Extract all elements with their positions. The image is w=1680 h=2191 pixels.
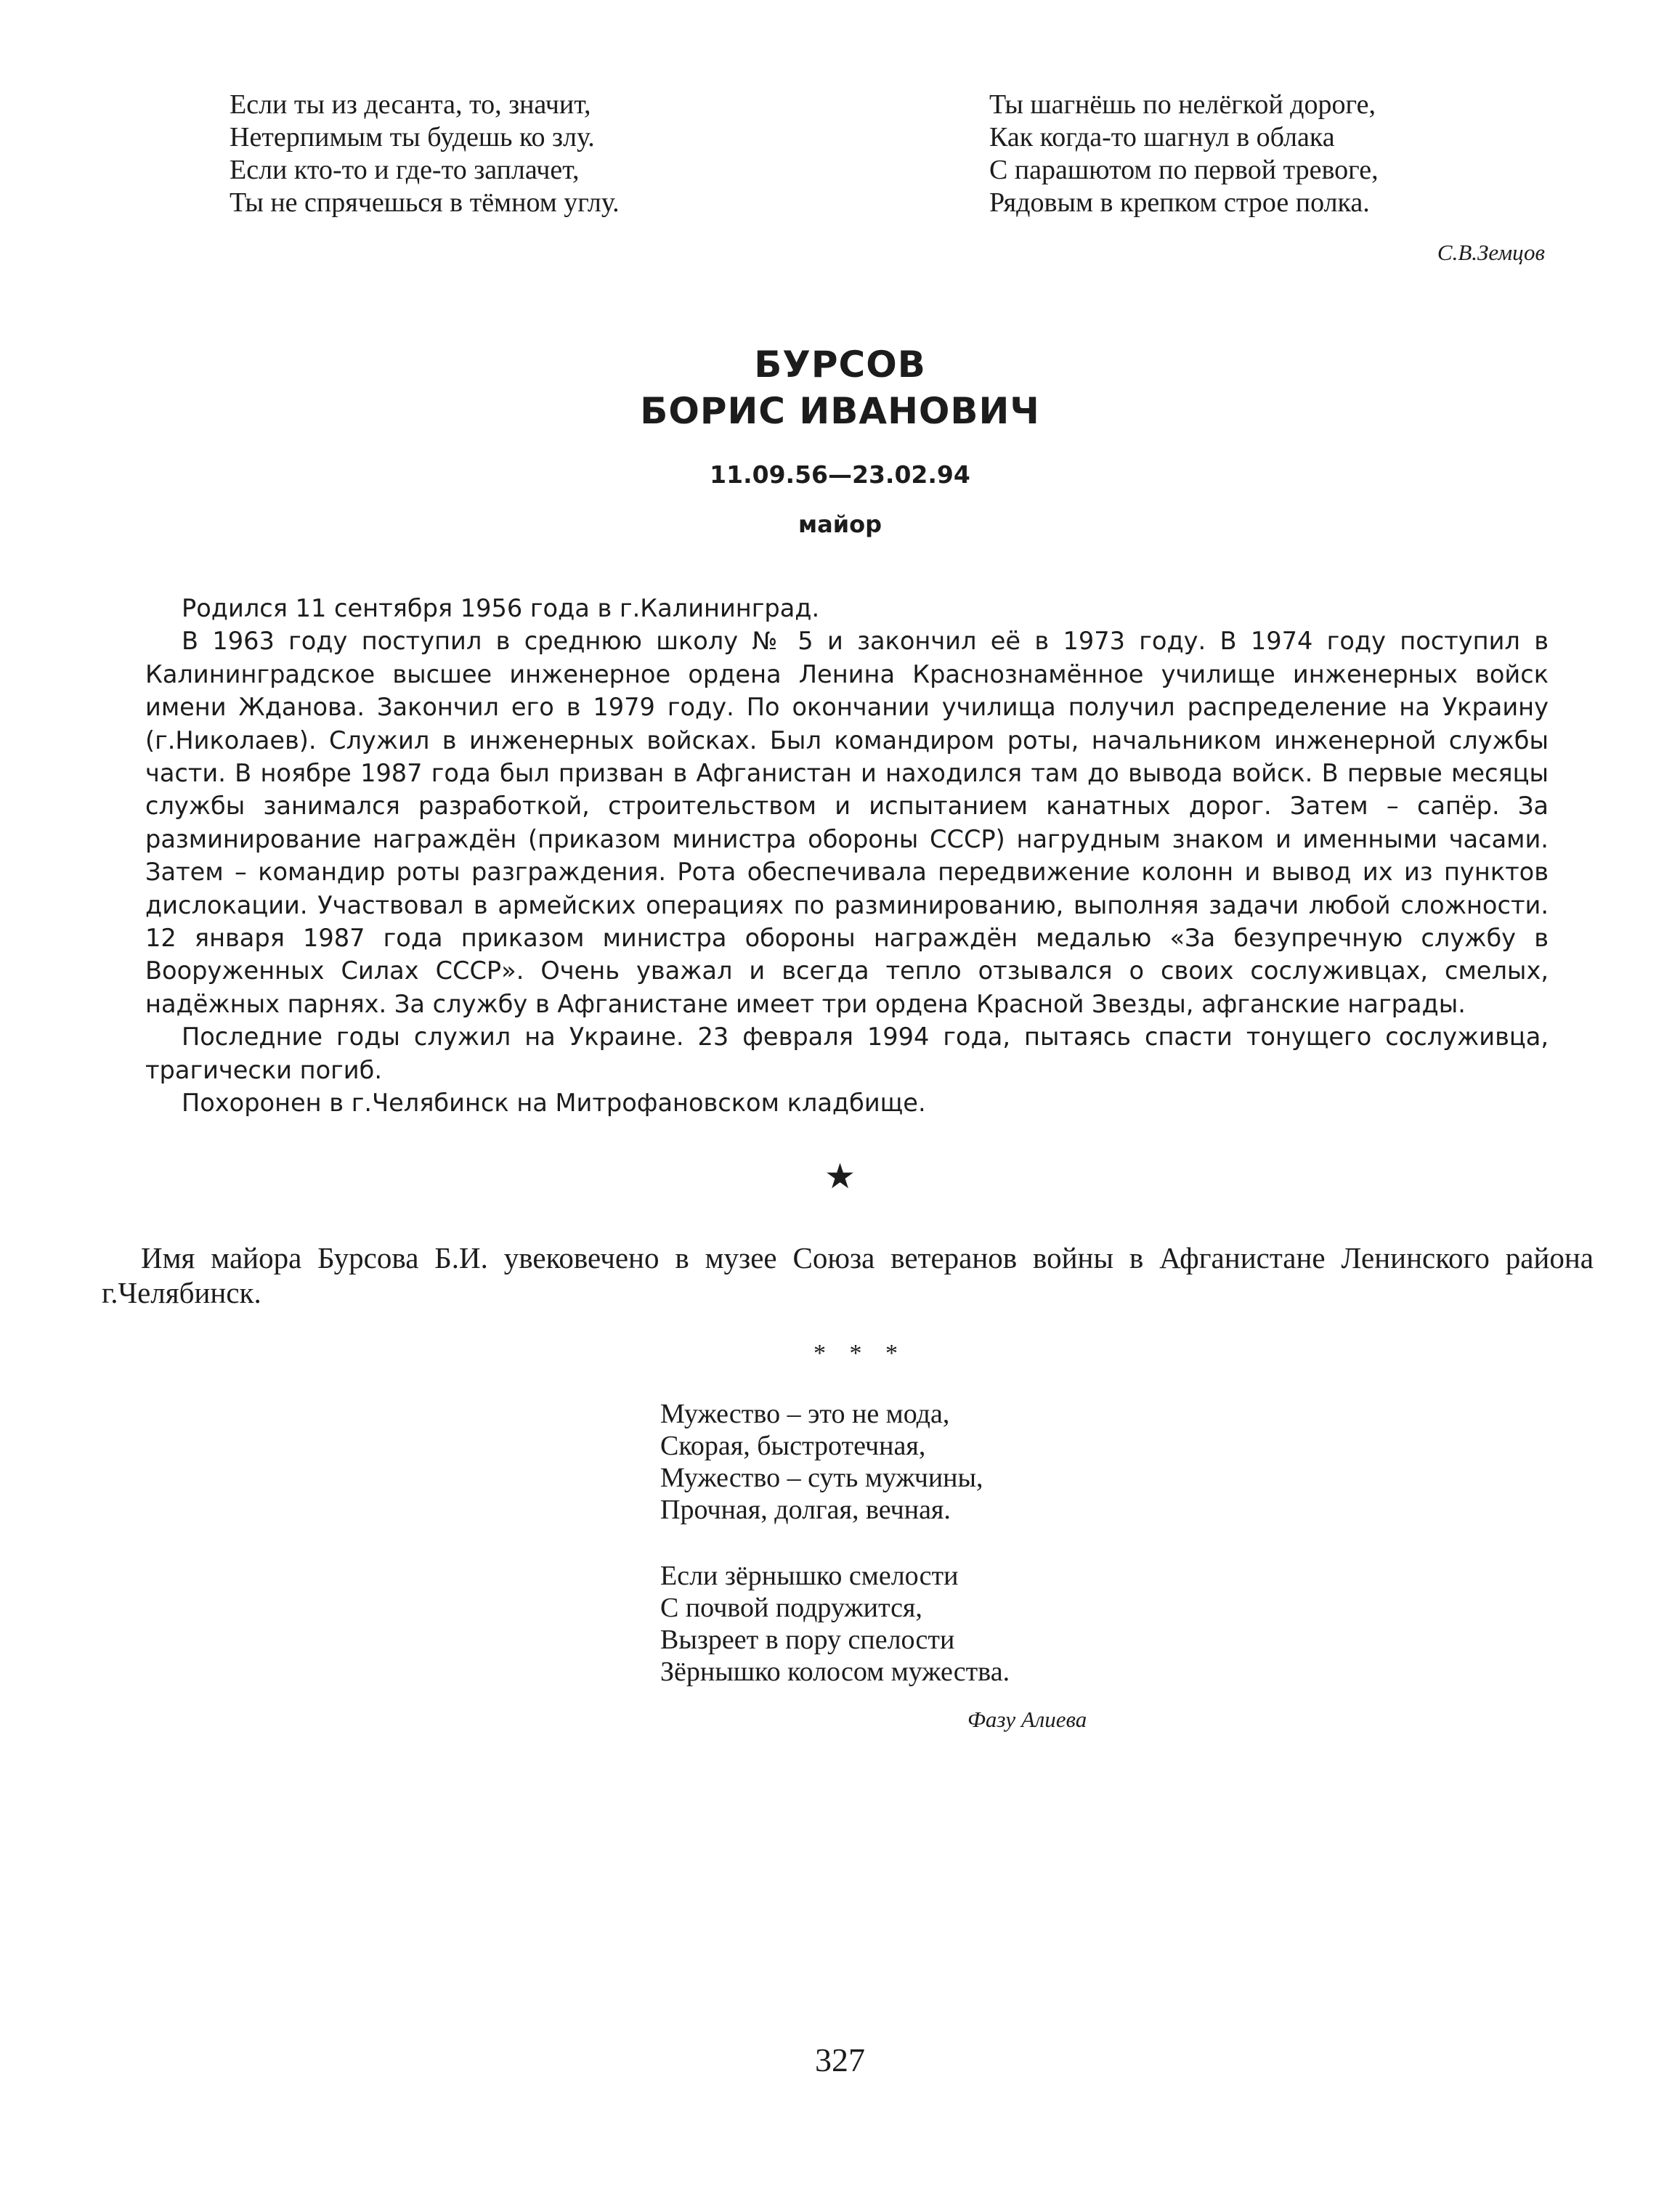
poem-line: Вызреет в пору спелости <box>660 1625 955 1655</box>
epigraph-poem-left <box>230 89 620 219</box>
poem-line: Прочная, долгая, вечная. <box>660 1495 951 1525</box>
poem-line: Если ты из десанта, то, значит, <box>230 89 591 120</box>
closing-poem-author: Фазу Алиева <box>967 1707 1087 1732</box>
poem-line: Мужество – это не мода, <box>660 1399 950 1429</box>
poem-line: Нетерпимым ты будешь ко злу. <box>230 122 595 153</box>
poem-line: С почвой подружится, <box>660 1593 922 1623</box>
person-heading <box>0 341 1680 538</box>
biography-paragraph: Похоронен в г.Челябинск на Митрофановском кладбище. <box>182 1089 926 1118</box>
poem-line: Мужество – суть мужчины, <box>660 1463 983 1493</box>
poem-line: Если кто-то и где-то заплачет, <box>230 155 580 185</box>
memorial-text: Имя майора Бурсова Б.И. увековечено в музее Союза ветеранов войны в Афганистане Ленинского района г.Челябинск. <box>102 1241 1594 1309</box>
poem-line: Ты не спрячешься в тёмном углу. <box>230 187 620 218</box>
poem-line: Ты шагнёшь по нелёгкой дороге, <box>989 89 1376 120</box>
person-given-names: БОРИС ИВАНОВИЧ <box>640 390 1040 432</box>
closing-poem-stanza-2 <box>660 1560 1010 1688</box>
biography-paragraph: В 1963 году поступил в среднюю школу № 5 и закончил её в 1973 году. В 1974 году поступил в Калининградское высшее инженерное ордена Ленина Краснознамённое училище инженерных войск имени Жданова. Закончил его в 1979 году. По окончании училища получил распределение на Украину (г.Николаев). Служил в инженерных войсках. Был командиром роты, начальником инженерной службы части. В ноябре 1987 года был призван в Афганистан и находился там до вывода войск. В первые месяцы службы занимался разработкой, строительством и испытанием канатных дорог. Затем – сапёр. За разминирование награждён (приказом министра обороны СССР) нагрудным знаком и именными часами. Затем – командир роты разграждения. Рота обеспечивала передвижение колонн и вывод их из пунктов дислокации. Участвовал в армейских операциях по разминированию, выполняя задачи любой сложности. 12 января 1987 года приказом министра обороны награждён медалью «За безупречную службу в Вооруженных Силах СССР». Очень уважал и всегда тепло отзывался о своих сослуживцах, смелых, надёжных парнях. За службу в Афганистане имеет три ордена Красной Звезды, афганские награды. <box>145 627 1549 1018</box>
poem-line: Как когда-то шагнул в облака <box>989 122 1335 153</box>
poem-line: С парашютом по первой тревоге, <box>989 155 1379 185</box>
biography-paragraph: Родился 11 сентября 1956 года в г.Калининград. <box>182 594 820 622</box>
epigraph-poem-right <box>989 89 1379 219</box>
page-number: 327 <box>815 2041 865 2078</box>
poem-separator: * * * <box>813 1340 906 1367</box>
poem-line: Зёрнышко колосом мужества. <box>660 1657 1010 1687</box>
closing-poem-stanza-1 <box>660 1398 983 1526</box>
person-life-dates: 11.09.56—23.02.94 <box>710 460 970 489</box>
person-surname: БУРСОВ <box>754 344 926 386</box>
star-divider-icon: ★ <box>824 1156 856 1197</box>
biography-paragraph: Последние годы служил на Украине. 23 февраля 1994 года, пытаясь спасти тонущего сослуживца, трагически погиб. <box>145 1023 1549 1084</box>
biography <box>145 592 1549 1120</box>
poem-line: Рядовым в крепком строе полка. <box>989 187 1370 218</box>
person-rank: майор <box>798 511 882 538</box>
epigraph-poem-author: С.В.Земцов <box>1437 240 1545 265</box>
poem-line: Скорая, быстротечная, <box>660 1431 926 1461</box>
poem-line: Если зёрнышко смелости <box>660 1561 959 1591</box>
